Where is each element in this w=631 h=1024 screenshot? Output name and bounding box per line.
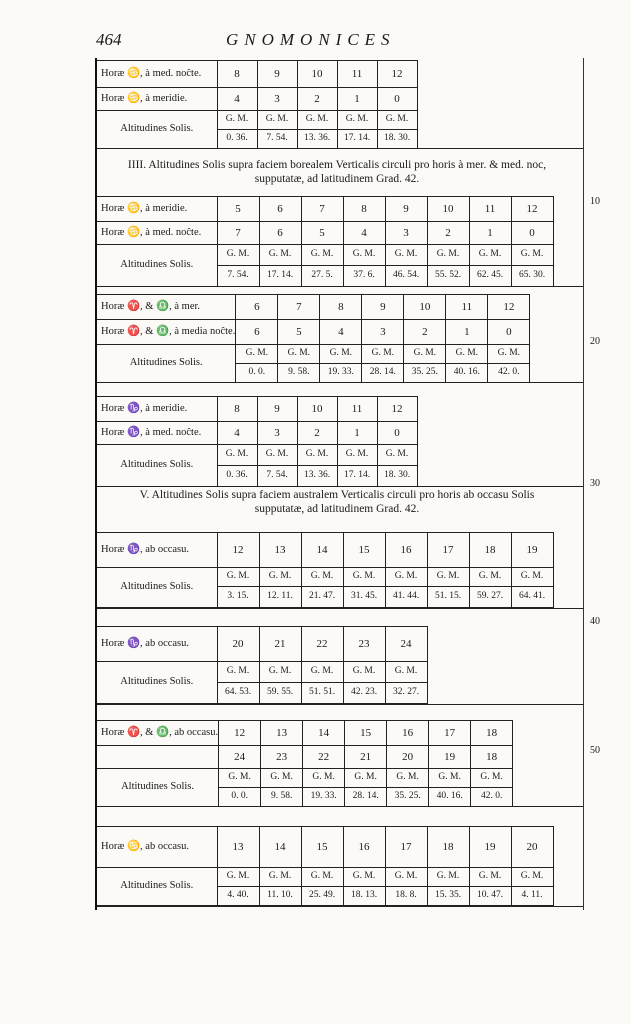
hour-row (97, 397, 417, 422)
hour-cell: 12 (219, 721, 261, 746)
hour-cell: 8 (320, 295, 362, 320)
unit-cell: G. M. (511, 568, 553, 587)
altitude-value: 4. 40. (217, 887, 259, 906)
hour-cell: 14 (301, 533, 343, 568)
table-section-7 (97, 718, 583, 807)
hour-cell: 13 (261, 721, 303, 746)
hour-cell: 18 (471, 721, 513, 746)
altitude-value: 11. 10. (259, 887, 301, 906)
hour-row (97, 222, 553, 245)
hour-cell: 10 (297, 397, 337, 422)
margin-number: 30 (590, 478, 600, 489)
unit-cell: G. M. (427, 868, 469, 887)
altitude-value: 62. 45. (469, 266, 511, 287)
hours-table (97, 720, 513, 807)
unit-row (97, 245, 553, 266)
unit-cell: G. M. (320, 345, 362, 364)
hour-cell: 11 (446, 295, 488, 320)
hour-row (97, 533, 553, 568)
unit-cell: G. M. (471, 769, 513, 788)
altitude-value: 18. 13. (343, 887, 385, 906)
hour-cell: 11 (469, 197, 511, 222)
hour-row (97, 197, 553, 222)
altitude-label: Altitudines Solis. (97, 345, 236, 383)
hour-cell: 1 (337, 88, 377, 111)
hour-cell: 1 (446, 320, 488, 345)
hour-cell: 22 (303, 746, 345, 769)
altitude-value: 0. 0. (236, 364, 278, 383)
altitude-label: Altitudines Solis. (97, 662, 217, 704)
row-label: Horæ ♋, à med. noĉte. (97, 222, 217, 245)
altitude-value: 51. 51. (301, 683, 343, 704)
unit-cell: G. M. (301, 245, 343, 266)
unit-cell: G. M. (217, 568, 259, 587)
hour-cell: 17 (429, 721, 471, 746)
row-label: Horæ ♋, à meridie. (97, 197, 217, 222)
hour-cell: 1 (469, 222, 511, 245)
hour-cell: 8 (217, 61, 257, 88)
altitude-value: 19. 33. (320, 364, 362, 383)
hour-cell: 19 (429, 746, 471, 769)
row-label: Horæ ♑, à meridie. (97, 397, 217, 422)
altitude-value: 7. 54. (257, 466, 297, 487)
unit-cell: G. M. (217, 868, 259, 887)
hour-cell: 23 (261, 746, 303, 769)
table-section-6 (97, 624, 583, 705)
hour-cell: 13 (217, 827, 259, 868)
row-label: Horæ ♈, & ♎, à mer. (97, 295, 236, 320)
page-number: 464 (96, 30, 122, 49)
hour-cell: 0 (488, 320, 530, 345)
unit-cell: G. M. (488, 345, 530, 364)
unit-row (97, 568, 553, 587)
unit-cell: G. M. (236, 345, 278, 364)
altitude-value: 17. 14. (337, 130, 377, 149)
unit-cell: G. M. (404, 345, 446, 364)
hour-cell: 20 (511, 827, 553, 868)
hours-table (97, 396, 418, 487)
altitude-label: Altitudines Solis. (97, 111, 217, 149)
altitude-value: 0. 36. (217, 130, 257, 149)
altitude-value: 42. 23. (343, 683, 385, 704)
altitude-value: 64. 53. (217, 683, 259, 704)
altitude-label: Altitudines Solis. (97, 245, 217, 287)
hour-row (97, 827, 553, 868)
altitude-value: 10. 47. (469, 887, 511, 906)
unit-cell: G. M. (337, 445, 377, 466)
row-label: Horæ ♈, & ♎, à media noĉte. (97, 320, 236, 345)
hour-cell: 5 (301, 222, 343, 245)
unit-cell: G. M. (257, 111, 297, 130)
unit-cell: G. M. (387, 769, 429, 788)
row-label: Horæ ♈, & ♎, ab occasu. (97, 721, 219, 746)
row-label: Horæ ♑, ab occasu. (97, 627, 217, 662)
hour-cell: 12 (377, 397, 417, 422)
altitude-value: 32. 27. (385, 683, 427, 704)
row-label: Horæ ♑, à med. noĉte. (97, 422, 217, 445)
hour-cell: 5 (217, 197, 259, 222)
unit-cell: G. M. (469, 868, 511, 887)
altitude-label: Altitudines Solis. (97, 568, 217, 608)
hour-cell: 10 (427, 197, 469, 222)
unit-cell: G. M. (219, 769, 261, 788)
hours-table (97, 60, 418, 149)
altitude-value: 51. 15. (427, 587, 469, 608)
unit-cell: G. M. (259, 662, 301, 683)
hour-cell: 6 (259, 197, 301, 222)
hour-cell: 6 (236, 320, 278, 345)
altitude-value: 55. 52. (427, 266, 469, 287)
margin-number: 10 (590, 196, 600, 207)
unit-cell: G. M. (362, 345, 404, 364)
hour-cell: 4 (217, 422, 257, 445)
hour-cell: 9 (385, 197, 427, 222)
margin-number: 40 (590, 616, 600, 627)
hour-cell: 20 (387, 746, 429, 769)
hour-cell: 0 (377, 88, 417, 111)
unit-cell: G. M. (301, 568, 343, 587)
hour-cell: 16 (387, 721, 429, 746)
hours-table (97, 294, 530, 383)
unit-cell: G. M. (301, 662, 343, 683)
unit-cell: G. M. (301, 868, 343, 887)
hour-cell: 16 (343, 827, 385, 868)
unit-row (97, 769, 513, 788)
altitude-value: 0. 0. (219, 788, 261, 807)
unit-cell: G. M. (446, 345, 488, 364)
hour-row (97, 627, 427, 662)
hour-cell: 11 (337, 397, 377, 422)
unit-cell: G. M. (377, 111, 417, 130)
altitude-label: Altitudines Solis. (97, 769, 219, 807)
altitude-value: 42. 0. (488, 364, 530, 383)
altitude-value: 18. 30. (377, 130, 417, 149)
hour-cell: 10 (297, 61, 337, 88)
hour-cell: 12 (511, 197, 553, 222)
unit-cell: G. M. (511, 868, 553, 887)
altitude-value: 35. 25. (404, 364, 446, 383)
hour-cell: 18 (471, 746, 513, 769)
hour-cell: 18 (469, 533, 511, 568)
unit-cell: G. M. (343, 568, 385, 587)
hour-row (97, 61, 417, 88)
altitude-value: 18. 30. (377, 466, 417, 487)
unit-row (97, 662, 427, 683)
table-section-4 (97, 394, 583, 487)
hour-cell: 6 (259, 222, 301, 245)
hour-cell: 19 (469, 827, 511, 868)
altitude-value: 27. 5. (301, 266, 343, 287)
unit-row (97, 445, 417, 466)
hour-cell: 9 (362, 295, 404, 320)
hour-cell: 8 (217, 397, 257, 422)
altitude-value: 3. 15. (217, 587, 259, 608)
unit-cell: G. M. (343, 868, 385, 887)
unit-cell: G. M. (217, 445, 257, 466)
hour-cell: 12 (488, 295, 530, 320)
altitude-value: 18. 8. (385, 887, 427, 906)
row-label: Horæ ♑, ab occasu. (97, 533, 217, 568)
hour-cell: 3 (257, 422, 297, 445)
unit-row (97, 111, 417, 130)
hour-cell: 11 (337, 61, 377, 88)
altitude-label: Altitudines Solis. (97, 868, 217, 906)
row-label (97, 746, 219, 769)
hour-cell: 0 (377, 422, 417, 445)
altitude-value: 9. 58. (261, 788, 303, 807)
altitude-value: 42. 0. (471, 788, 513, 807)
hour-cell: 24 (219, 746, 261, 769)
hour-cell: 4 (217, 88, 257, 111)
margin-number: 50 (590, 745, 600, 756)
hours-table (97, 196, 554, 287)
unit-cell: G. M. (259, 868, 301, 887)
hour-cell: 22 (301, 627, 343, 662)
hour-cell: 21 (259, 627, 301, 662)
unit-cell: G. M. (217, 111, 257, 130)
hour-cell: 0 (511, 222, 553, 245)
altitude-value: 59. 55. (259, 683, 301, 704)
table-section-2 (97, 150, 583, 287)
hour-cell: 17 (385, 827, 427, 868)
altitude-value: 0. 36. (217, 466, 257, 487)
hour-cell: 24 (385, 627, 427, 662)
hour-cell: 23 (343, 627, 385, 662)
unit-cell: G. M. (427, 568, 469, 587)
hours-table (97, 532, 554, 608)
unit-cell: G. M. (343, 245, 385, 266)
hour-cell: 13 (259, 533, 301, 568)
altitude-value: 7. 54. (257, 130, 297, 149)
altitude-value: 41. 44. (385, 587, 427, 608)
hour-cell: 14 (259, 827, 301, 868)
unit-cell: G. M. (278, 345, 320, 364)
hour-cell: 2 (427, 222, 469, 245)
unit-cell: G. M. (385, 245, 427, 266)
altitude-value: 15. 35. (427, 887, 469, 906)
hour-cell: 4 (320, 320, 362, 345)
hour-cell: 2 (297, 422, 337, 445)
hour-cell: 9 (257, 61, 297, 88)
hour-cell: 1 (337, 422, 377, 445)
section-heading: V. Altitudines Solis supra faciem australem Verticalis circuli pro horis ab occasu Solis supputatæ, ad latitudinem Grad. 42. (139, 489, 535, 515)
unit-row (97, 345, 530, 364)
unit-cell: G. M. (345, 769, 387, 788)
hour-cell: 5 (278, 320, 320, 345)
altitude-value: 17. 14. (337, 466, 377, 487)
altitude-value: 17. 14. (259, 266, 301, 287)
unit-cell: G. M. (257, 445, 297, 466)
hour-row (97, 88, 417, 111)
page-header (96, 30, 556, 54)
altitude-label: Altitudines Solis. (97, 445, 217, 487)
hour-cell: 15 (301, 827, 343, 868)
unit-cell: G. M. (385, 662, 427, 683)
unit-cell: G. M. (261, 769, 303, 788)
hour-cell: 7 (278, 295, 320, 320)
unit-cell: G. M. (259, 245, 301, 266)
row-label: Horæ ♋, ab occasu. (97, 827, 217, 868)
hour-cell: 14 (303, 721, 345, 746)
unit-cell: G. M. (297, 445, 337, 466)
unit-cell: G. M. (217, 662, 259, 683)
unit-cell: G. M. (429, 769, 471, 788)
altitude-value: 21. 47. (301, 587, 343, 608)
hour-cell: 3 (385, 222, 427, 245)
altitude-value: 37. 6. (343, 266, 385, 287)
unit-cell: G. M. (303, 769, 345, 788)
altitude-value: 28. 14. (362, 364, 404, 383)
hour-cell: 7 (301, 197, 343, 222)
hour-cell: 3 (362, 320, 404, 345)
hour-cell: 2 (404, 320, 446, 345)
table-section-3 (97, 292, 583, 383)
section-heading: IIII. Altitudines Solis supra faciem borealem Verticalis circuli pro horis à mer. & med. noc, supputatæ, ad latitudinem Grad. 42. (127, 159, 547, 185)
altitude-value: 31. 45. (343, 587, 385, 608)
unit-row (97, 868, 553, 887)
unit-cell: G. M. (297, 111, 337, 130)
hour-cell: 2 (297, 88, 337, 111)
hour-cell: 9 (257, 397, 297, 422)
hour-cell: 10 (404, 295, 446, 320)
hour-row (97, 721, 513, 746)
altitude-value: 25. 49. (301, 887, 343, 906)
altitude-value: 7. 54. (217, 266, 259, 287)
altitude-value: 19. 33. (303, 788, 345, 807)
hour-cell: 15 (343, 533, 385, 568)
hour-cell: 6 (236, 295, 278, 320)
hour-cell: 3 (257, 88, 297, 111)
row-label: Horæ ♋, à meridie. (97, 88, 217, 111)
altitude-value: 28. 14. (345, 788, 387, 807)
hour-row (97, 746, 513, 769)
hour-cell: 7 (217, 222, 259, 245)
unit-cell: G. M. (511, 245, 553, 266)
unit-cell: G. M. (259, 568, 301, 587)
hour-row (97, 422, 417, 445)
unit-cell: G. M. (427, 245, 469, 266)
altitude-value: 9. 58. (278, 364, 320, 383)
hour-cell: 16 (385, 533, 427, 568)
hour-cell: 12 (217, 533, 259, 568)
table-section-1 (97, 58, 583, 149)
table-frame (95, 58, 584, 910)
altitude-value: 65. 30. (511, 266, 553, 287)
altitude-value: 13. 36. (297, 130, 337, 149)
altitude-value: 4. 11. (511, 887, 553, 906)
altitude-value: 46. 54. (385, 266, 427, 287)
unit-cell: G. M. (385, 868, 427, 887)
hour-cell: 20 (217, 627, 259, 662)
running-title: GNOMONICES (226, 30, 396, 49)
table-section-8 (97, 824, 583, 907)
unit-cell: G. M. (337, 111, 377, 130)
hour-cell: 19 (511, 533, 553, 568)
table-section-5 (97, 480, 583, 609)
unit-cell: G. M. (343, 662, 385, 683)
hour-row (97, 320, 530, 345)
unit-cell: G. M. (469, 245, 511, 266)
unit-cell: G. M. (217, 245, 259, 266)
unit-cell: G. M. (469, 568, 511, 587)
altitude-value: 59. 27. (469, 587, 511, 608)
hour-cell: 18 (427, 827, 469, 868)
altitude-value: 12. 11. (259, 587, 301, 608)
hour-row (97, 295, 530, 320)
altitude-value: 40. 16. (446, 364, 488, 383)
hour-cell: 8 (343, 197, 385, 222)
unit-cell: G. M. (377, 445, 417, 466)
altitude-value: 64. 41. (511, 587, 553, 608)
hours-table (97, 826, 554, 906)
unit-cell: G. M. (385, 568, 427, 587)
hour-cell: 4 (343, 222, 385, 245)
hour-cell: 12 (377, 61, 417, 88)
margin-number: 20 (590, 336, 600, 347)
altitude-value: 40. 16. (429, 788, 471, 807)
hours-table (97, 626, 428, 704)
hour-cell: 17 (427, 533, 469, 568)
hour-cell: 15 (345, 721, 387, 746)
altitude-value: 13. 36. (297, 466, 337, 487)
row-label: Horæ ♋, à med. noĉte. (97, 61, 217, 88)
altitude-value: 35. 25. (387, 788, 429, 807)
hour-cell: 21 (345, 746, 387, 769)
